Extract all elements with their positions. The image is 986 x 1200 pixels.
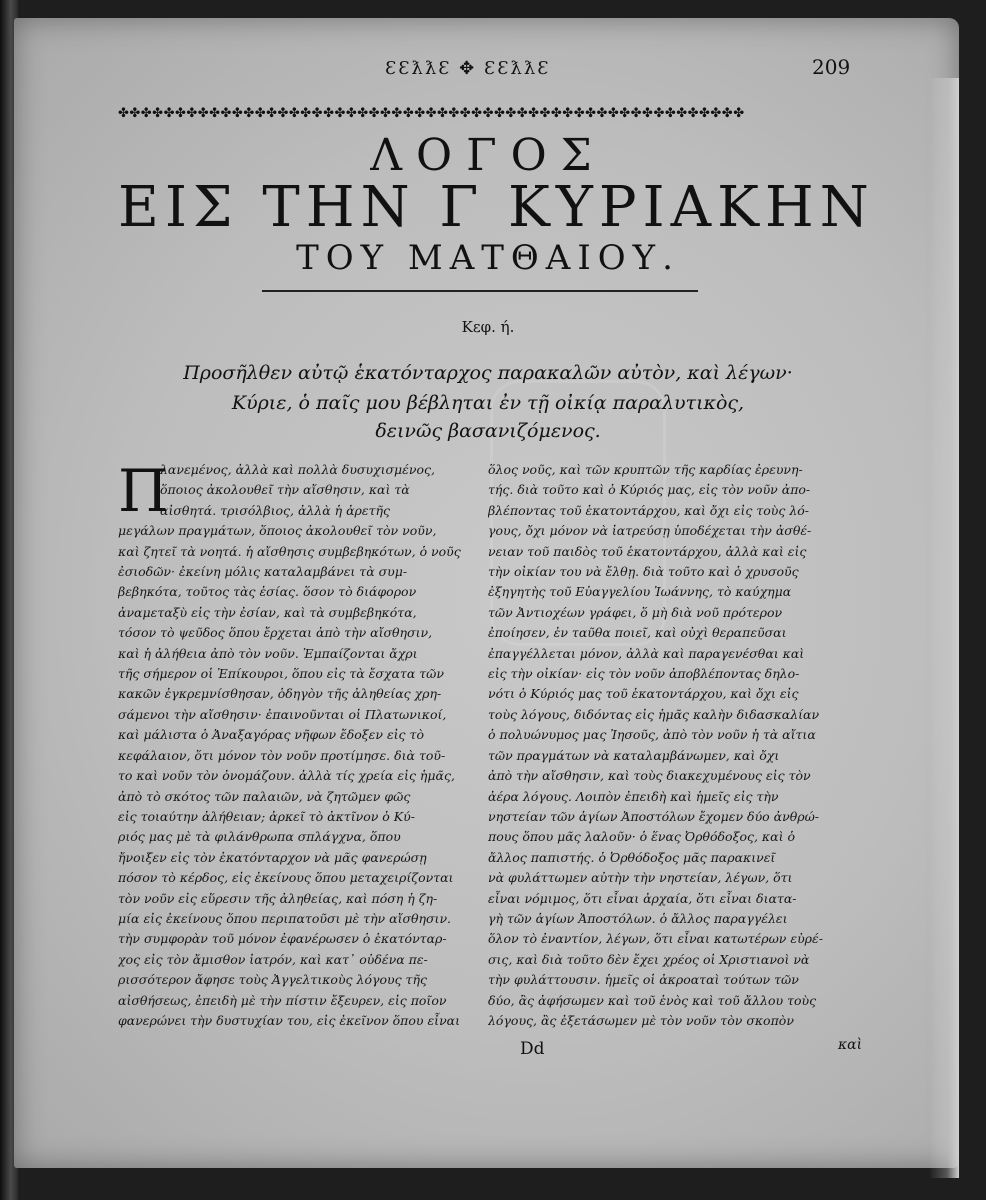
text-line: καὶ μάλιστα ὁ Ἀναξαγόρας νῆφων ἔδοξεν εἰς τὸ — [118, 727, 424, 743]
text-line: ρισσότερον ἄφησε τοὺς Ἀγγελτικοὺς λόγους τῆς — [118, 972, 427, 988]
text-line: πόσον τὸ κέρδος, εἰς ἐκείνους ὅπου μεταχειρίζονται — [118, 870, 454, 886]
text-line: ἤνοιξεν εἰς τὸν ἑκατόνταρχον νὰ μᾶς φανερώσῃ — [118, 849, 427, 865]
text-line: εἰς τοιαύτην ἀλήθειαν; ἀρκεῖ τὸ ἀκτῖνον ὁ Κύ- — [118, 808, 415, 824]
text-line: βλέποντας τοῦ ἑκατοντάρχου, καὶ ὄχι εἰς τοὺς λό- — [488, 502, 810, 518]
catchword: καὶ — [838, 1037, 863, 1053]
text-line: ἀναμεταξὺ εἰς τὴν ἐσίαν, καὶ τὰ συμβεβηκότα, — [118, 604, 417, 620]
text-line: τὴν συμφορὰν τοῦ μόνον ἐφανέρωσεν ὁ ἑκατόνταρ- — [118, 931, 447, 947]
text-line: μεγάλων πραγμάτων, ὅποιος ἀκολουθεῖ τὸν νοῦν, — [118, 523, 437, 539]
text-line: νότι ὁ Κύριός μας τοῦ ἑκατοντάρχου, καὶ ὄχι εἰς — [488, 686, 799, 702]
text-line: τοὺς λόγους, διδόντας εἰς ἡμᾶς καλὴν διδασκαλίαν — [488, 706, 820, 722]
text-line: αἰσθήσεως, ἐπειδὴ μὲ τὴν πίστιν ἔξευρεν, εἰς ποῖον — [118, 992, 447, 1008]
chapter-heading: Κεφ. ή. — [461, 318, 515, 336]
text-line: γους, ὄχι μόνον νὰ ἰατρεύσῃ ὑποδέχεται τὴν ἀσθέ- — [488, 523, 812, 539]
text-line: ἄλλος παπιστής. ὁ Ὀρθόδοξος μᾶς παρακινεῖ — [488, 849, 776, 865]
text-line: λανεμένος, ἀλλὰ καὶ πολλὰ δυσυχισμένος, — [160, 462, 435, 477]
text-line: φανερώνει τὴν δυστυχίαν του, εἰς ἐκεῖνον ὅπου εἶναι — [118, 1012, 461, 1028]
scripture-quote-line-2: Κύριε, ὁ παῖς μου βέβληται ἐν τῇ οἰκίᾳ παραλυτικὸς, — [231, 392, 745, 414]
header-ornament: ƐƐƛƛƐ ✥ ƐƐƛƛƐ — [385, 58, 551, 79]
text-line: τῆς σήμερον οἱ Ἐπίκουροι, ὅπου εἰς τὰ ἔσχατα τῶν — [118, 666, 444, 682]
text-line: λόγους, ἂς ἐξετάσωμεν μὲ τὸν νοῦν τὸν σκοπὸν — [488, 1012, 794, 1028]
text-line: πους ὅπου μᾶς λαλοῦν· ὁ ἕνας Ὀρθόδοξος, καὶ ὁ — [488, 829, 795, 845]
text-line: τής. διὰ τοῦτο καὶ ὁ Κύριός μας, εἰς τὸν νοῦν ἀπο- — [488, 482, 811, 498]
text-line: ἐπαγγέλλεται μόνον, ἀλλὰ καὶ παραγενέσθαι καὶ — [488, 645, 805, 661]
text-line: χος εἰς τὸν ἄμισθον ἰατρόν, καὶ κατ᾽ οὐδένα πε- — [118, 951, 428, 967]
title-line-3: ΤΟΥ ΜΑΤΘΑΙΟΥ. — [296, 238, 680, 278]
text-line: εἶναι νόμιμος, ὅτι εἶναι ἀρχαία, ὅτι εἶναι διατα- — [488, 890, 797, 906]
text-line: καὶ ἡ ἀλήθεια ἀπὸ τὸν νοῦν. Ἐμπαίζονται ἄχρι — [118, 645, 418, 661]
text-line: ἀπὸ τὸ σκότος τῶν παλαιῶν, νὰ ζητῶμεν φῶς — [118, 788, 411, 804]
scripture-quote-line-1: Προσῆλθεν αὐτῷ ἑκατόνταρχος παρακαλῶν αὐτὸν, καὶ λέγων· — [183, 362, 793, 384]
text-line: τῶν Ἀντιοχέων γράφει, ὅ μὴ διὰ νοῦ πρότερον — [488, 604, 783, 620]
text-line: σις, καὶ διὰ τοῦτο δὲν ἔχει χρέος οἱ Χριστιανοὶ νὰ — [488, 951, 810, 967]
text-line: ἐσιοδῶν· ἐκείνη μόλις καταλαμβάνει τὰ συμ- — [118, 564, 408, 580]
right-text-column — [488, 460, 863, 1031]
text-line: ὅλον τὸ ἐναντίον, λέγων, ὅτι εἶναι κατωτέρων εὑρέ- — [488, 931, 823, 947]
text-line: ἐξηγητὴς τοῦ Εὐαγγελίου Ἰωάννης, τὸ καύχημα — [488, 584, 792, 600]
text-line: ὅλος νοῦς, καὶ τῶν κρυπτῶν τῆς καρδίας ἐρευνη- — [488, 462, 803, 477]
drop-cap: Π — [118, 457, 169, 525]
text-line: κακῶν ἐγκρεμνίσθησαν, ὁδηγὸν τῆς ἀληθείας χρη- — [118, 686, 442, 702]
text-line: αἰσθητά. τρισόλβιος, ἀλλὰ ἡ ἀρετῆς — [160, 502, 391, 518]
text-line: νειαν τοῦ παιδὸς τοῦ ἑκατοντάρχου, ἀλλὰ καὶ εἰς — [488, 543, 807, 559]
text-line: τῶν πραγμάτων νὰ καταλαμβάνωμεν, καὶ ὄχι — [488, 747, 780, 763]
star-ornament-rule: ✤✤✤✤✤✤✤✤✤✤✤✤✤✤✤✤✤✤✤✤✤✤✤✤✤✤✤✤✤✤✤✤✤✤✤✤✤✤✤✤✤✤✤✤✤✤✤✤✤✤✤✤✤✤✤ — [118, 106, 745, 121]
text-line: τὴν οἰκίαν του νὰ ἔλθῃ. διὰ τοῦτο καὶ ὁ χρυσοῦς — [488, 564, 799, 580]
signature-mark: Dd — [520, 1039, 545, 1059]
left-text-column — [118, 457, 483, 1031]
text-line: νηστείαν τῶν ἁγίων Ἀποστόλων ἔχομεν δύο ἀνθρώ- — [488, 808, 820, 824]
text-line: κεφάλαιον, ὅτι μόνον τὸν νοῦν προτίμησε. διὰ τοῦ- — [118, 747, 446, 763]
text-line: τόσον τὸ ψεῦδος ὅπου ἔρχεται ἀπὸ τὴν αἴσθησιν, — [118, 625, 433, 641]
text-line: καὶ ζητεῖ τὰ νοητά. ἡ αἴσθησις συμβεβηκότων, ὁ νοῦς — [118, 543, 461, 559]
text-line: βεβηκότα, τοῦτος τὰς ἐσίας. ὅσον τὸ διάφορον — [118, 584, 417, 600]
text-line: γὴ τῶν ἁγίων Ἀποστόλων. ὁ ἄλλος παραγγέλει — [488, 910, 788, 926]
page-number: 209 — [812, 55, 851, 79]
text-line: δύο, ἂς ἀφήσωμεν καὶ τοῦ ἑνὸς καὶ τοῦ ἄλλου τοὺς — [488, 992, 817, 1008]
text-line: ὁ πολυώνυμος μας Ἰησοῦς, ἀπὸ τὸν νοῦν ἡ τὰ αἴτια — [488, 727, 816, 743]
text-line: το καὶ νοῦν τὸν ὀνομάζουν. ἀλλὰ τίς χρεία εἰς ἡμᾶς, — [118, 768, 455, 784]
text-line: μία εἰς ἐκείνους ὅπου περιπατοῦσι μὲ τὴν αἴσθησιν. — [118, 910, 452, 926]
text-line: ὅποιος ἀκολουθεῖ τὴν αἴσθησιν, καὶ τὰ — [160, 482, 410, 498]
text-line: εἰς τὴν οἰκίαν· εἰς τὸν νοῦν ἀποβλέποντας δηλο- — [488, 666, 800, 682]
text-line: τὸν νοῦν εἰς εὕρεσιν τῆς ἀληθείας, καὶ πόση ἡ ζη- — [118, 890, 438, 906]
text-line: τὴν φυλάττουσιν. ἡμεῖς οἱ ἀκροαταὶ τούτων τῶν — [488, 972, 799, 988]
title-line-1: ΛΟΓΟΣ — [370, 130, 606, 181]
text-line: ἀπὸ τὴν αἴσθησιν, καὶ τοὺς διακεχυμένους εἰς τὸν — [488, 768, 811, 784]
page-edge-shadow — [929, 78, 959, 1178]
scripture-quote-line-3: δεινῶς βασανιζόμενος. — [375, 420, 601, 442]
text-line: ἀέρα λόγους. Λοιπὸν ἐπειδὴ καὶ ἡμεῖς εἰς τὴν — [488, 788, 779, 804]
text-line: νὰ φυλάττωμεν αὐτὴν τὴν νηστείαν, λέγων, ὅτι — [488, 870, 793, 886]
text-line: ἐποίησεν, ἐν ταῦθα ποιεῖ, καὶ οὐχὶ θεραπεῦσαι — [488, 625, 787, 641]
text-line: ριός μας μὲ τὰ φιλάνθρωπα σπλάγχνα, ὅπου — [118, 829, 401, 845]
title-line-2: ΕΙΣ ΤΗΝ Γ ΚΥΡΙΑΚΗΝ — [118, 175, 875, 240]
text-line: σάμενοι τὴν αἴσθησιν· ἐπαινοῦνται οἱ Πλατωνικοί, — [118, 706, 447, 722]
title-divider — [262, 290, 698, 292]
